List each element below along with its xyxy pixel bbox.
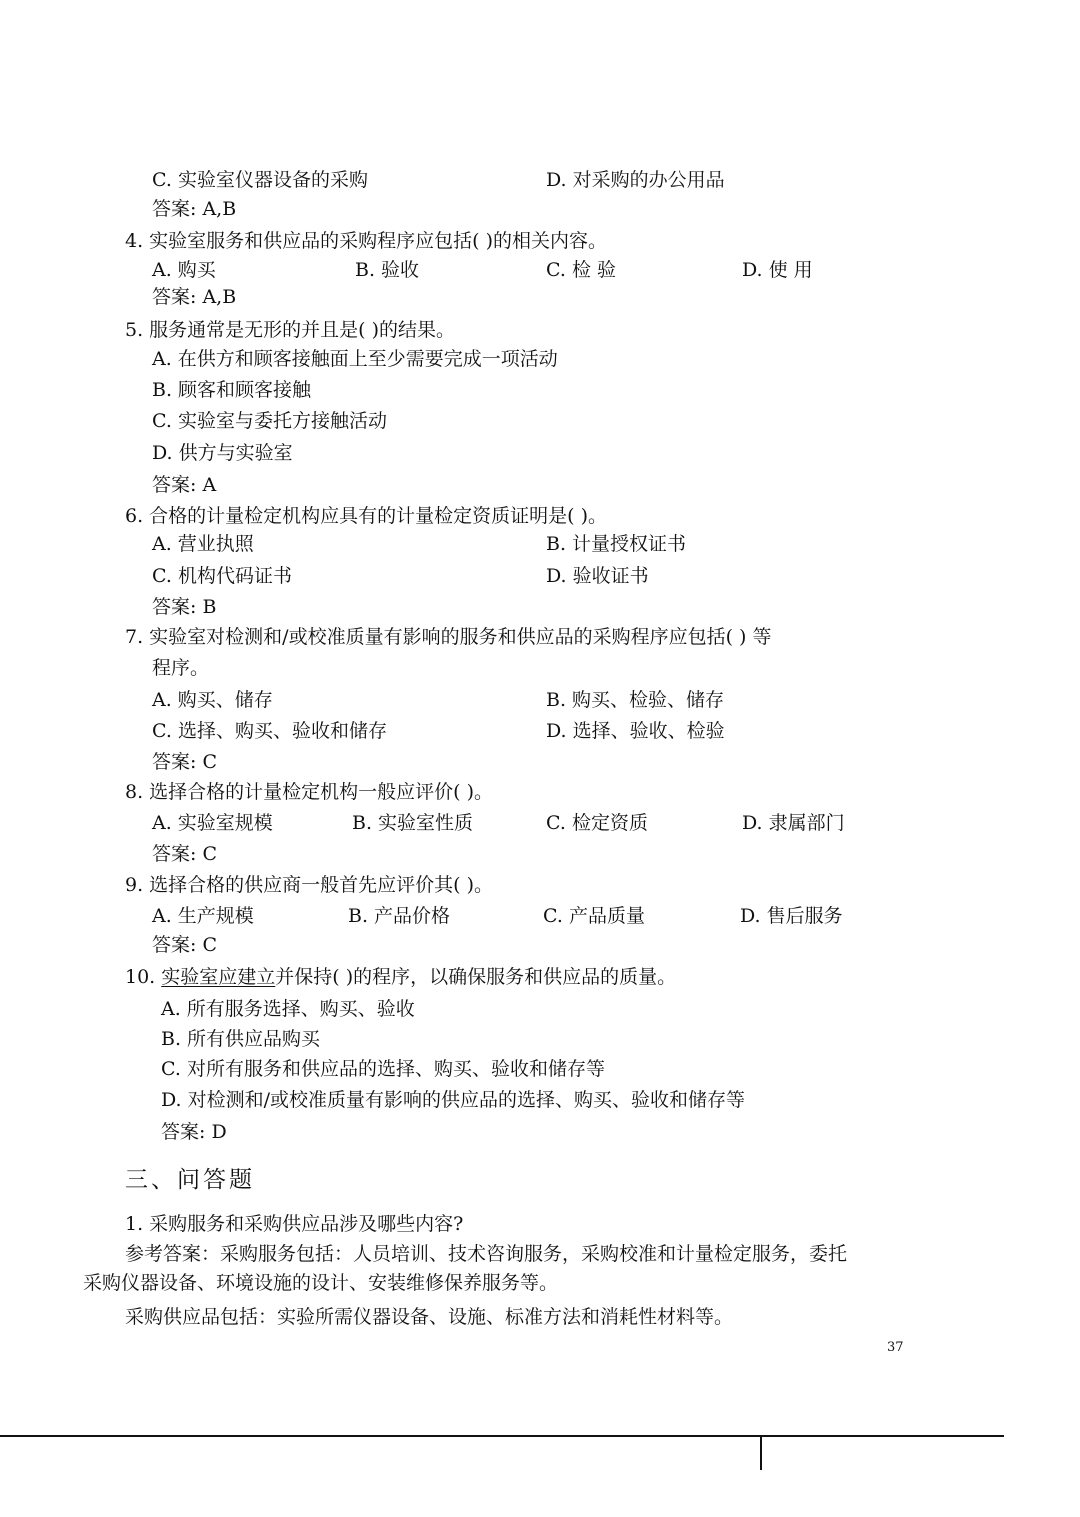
footer-divider [760, 1435, 762, 1470]
option-c: C. 实验室与委托方接触活动 [152, 410, 387, 432]
option-d: D. 选择、验收、检验 [546, 720, 725, 742]
question-text: 并保持( )的程序，以确保服务和供应品的质量。 [275, 966, 677, 988]
section-heading: 三、问答题 [125, 1167, 255, 1193]
question-6: 6. 合格的计量检定机构应具有的计量检定资质证明是( )。 [125, 505, 608, 527]
option-b: B. 产品价格 [348, 905, 451, 927]
answer: 答案: C [152, 751, 217, 773]
option-c: C. 对所有服务和供应品的选择、购买、验收和储存等 [161, 1058, 605, 1080]
option-a: A. 购买 [152, 259, 216, 281]
underlined-text: 实验室应建立 [161, 966, 276, 988]
answer: 答案: D [161, 1121, 227, 1143]
answer: 答案: C [152, 934, 217, 956]
option-c: C. 产品质量 [543, 905, 645, 927]
answer: 答案: A,B [152, 286, 237, 308]
option-d: D. 对检测和/或校准质量有影响的供应品的选择、购买、验收和储存等 [161, 1089, 746, 1111]
option-a: A. 营业执照 [152, 533, 254, 555]
option-d: D. 使 用 [742, 259, 813, 281]
reference-answer: 参考答案：采购服务包括：人员培训、技术咨询服务，采购校准和计量检定服务，委托 [125, 1243, 848, 1265]
option-c: C. 检 验 [546, 259, 616, 281]
reference-answer-continued: 采购仪器设备、环境设施的设计、安装维修保养服务等。 [83, 1272, 559, 1294]
question-9: 9. 选择合格的供应商一般首先应评价其( )。 [125, 874, 494, 896]
question-4: 4. 实验室服务和供应品的采购程序应包括( )的相关内容。 [125, 230, 608, 252]
option-c: C. 机构代码证书 [152, 565, 292, 587]
option-b: B. 实验室性质 [352, 812, 474, 834]
essay-question-1: 1. 采购服务和采购供应品涉及哪些内容? [125, 1213, 464, 1235]
option-b: B. 所有供应品购买 [161, 1028, 321, 1050]
answer: 答案: B [152, 596, 217, 618]
option-a: A. 购买、储存 [152, 689, 273, 711]
question-7: 7. 实验室对检测和/或校准质量有影响的服务和供应品的采购程序应包括( ) 等 [125, 626, 772, 648]
option-a: A. 实验室规模 [152, 812, 273, 834]
option-d: D. 供方与实验室 [152, 442, 293, 464]
question-7-continued: 程序。 [152, 657, 210, 679]
answer: 答案: A [152, 474, 217, 496]
option-b: B. 计量授权证书 [546, 533, 687, 555]
footer-rule [0, 1435, 1004, 1437]
option-b: B. 购买、检验、储存 [546, 689, 725, 711]
question-5: 5. 服务通常是无形的并且是( )的结果。 [125, 319, 456, 341]
option-a: A. 在供方和顾客接触面上至少需要完成一项活动 [152, 348, 558, 370]
question-10 [125, 968, 676, 987]
option-b: B. 顾客和顾客接触 [152, 379, 312, 401]
question-number: 10. [125, 966, 162, 988]
answer: 答案: A,B [152, 198, 237, 220]
option-c: C. 检定资质 [546, 812, 648, 834]
option-d: D. 对采购的办公用品 [546, 169, 725, 191]
answer: 答案: C [152, 843, 217, 865]
option-b: B. 验收 [355, 259, 420, 281]
option-d: D. 售后服务 [740, 905, 843, 927]
question-8: 8. 选择合格的计量检定机构一般应评价( )。 [125, 781, 494, 803]
option-a: A. 所有服务选择、购买、验收 [161, 998, 415, 1020]
option-a: A. 生产规模 [152, 905, 254, 927]
option-c: C. 实验室仪器设备的采购 [152, 169, 368, 191]
option-c: C. 选择、购买、验收和储存 [152, 720, 387, 742]
reference-answer-supplies: 采购供应品包括：实验所需仪器设备、设施、标准方法和消耗性材料等。 [125, 1306, 734, 1328]
option-d: D. 验收证书 [546, 565, 649, 587]
option-d: D. 隶属部门 [742, 812, 845, 834]
page-number: 37 [887, 1340, 904, 1355]
